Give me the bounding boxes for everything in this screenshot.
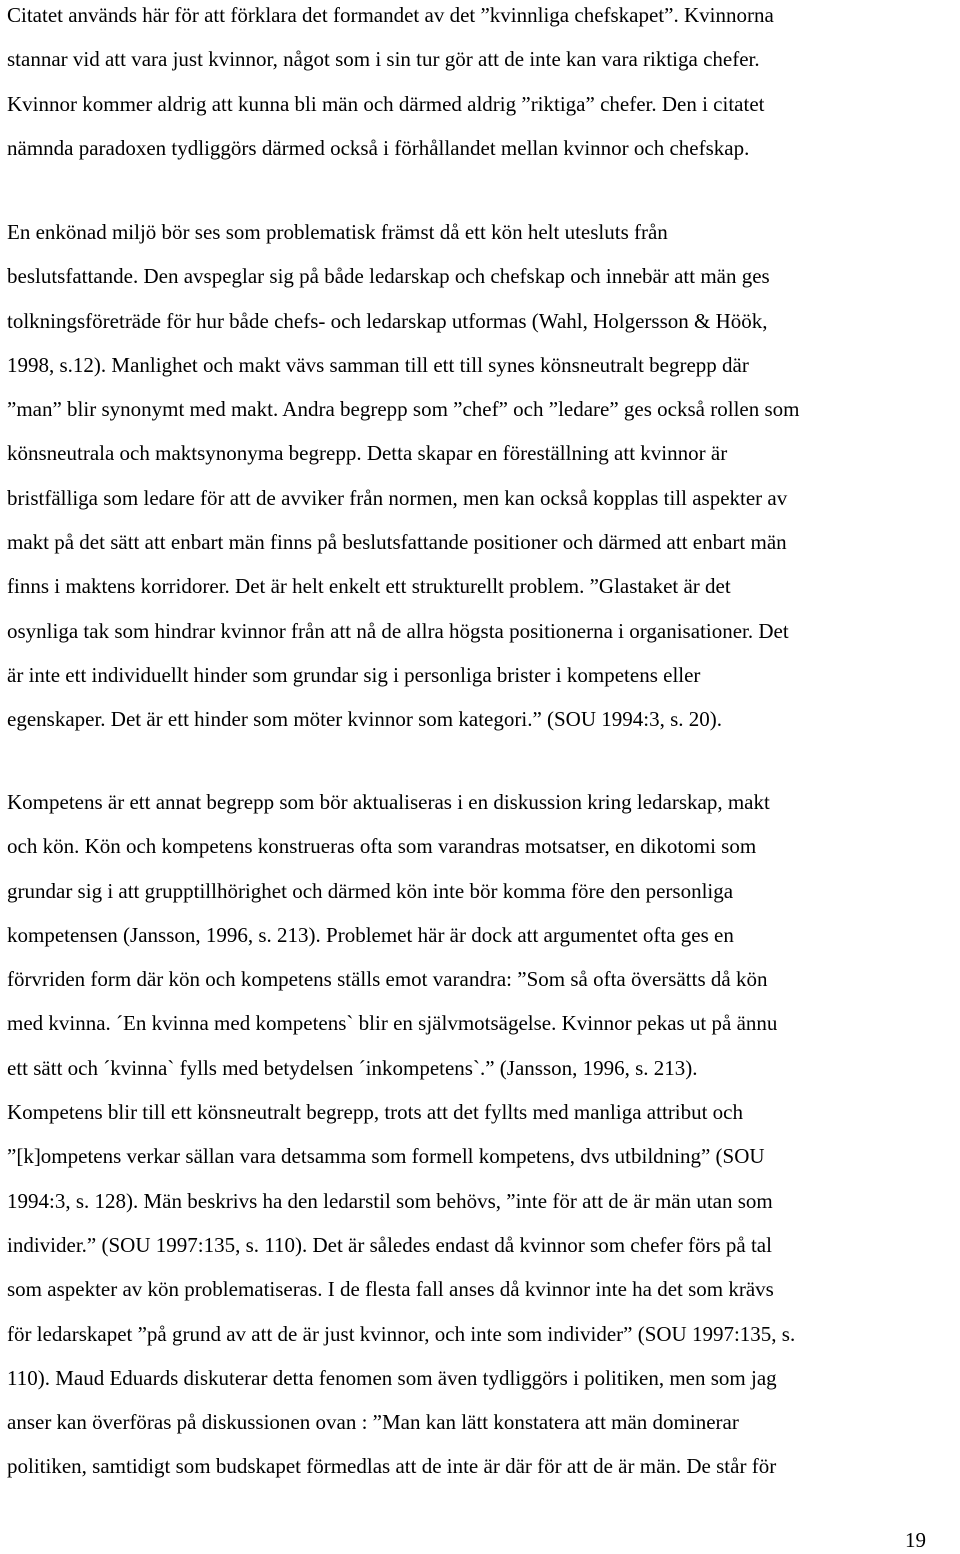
text-line: osynliga tak som hindrar kvinnor från att nå de allra högsta positionerna i organisationer. Det [7,618,789,643]
text-line: grundar sig i att grupptillhörighet och därmed kön inte bör komma före den personliga [7,878,734,903]
text-line: finns i maktens korridorer. Det är helt enkelt ett strukturellt problem. ”Glastaket är det [7,574,731,599]
text-line: ett sätt och ´kvinna` fylls med betydelsen ´inkompetens`.” (Jansson, 1996, s. 213). [7,1055,698,1080]
text-line: ”[k]ompetens verkar sällan vara detsamma som formell kompetens, dvs utbildning” (SOU [7,1144,765,1169]
text-line: för ledarskapet ”på grund av att de är just kvinnor, och inte som individer” (SOU 1997:135, s. [7,1321,796,1346]
text-line: Kompetens är ett annat begrepp som bör aktualiseras i en diskussion kring ledarskap, makt [7,790,770,814]
text-line: och kön. Kön och kompetens konstrueras ofta som varandras motsatser, en dikotomi som [7,834,757,859]
paragraph-2 [7,210,957,742]
text-line: makt på det sätt att enbart män finns på beslutsfattande positioner och därmed att enbart män [7,530,787,555]
text-line: könsneutrala och maktsynonyma begrepp. Detta skapar en föreställning att kvinnor är [7,441,728,466]
text-line: Kompetens blir till ett könsneutralt begrepp, trots att det fyllts med manliga attribut och [7,1100,744,1125]
text-line: stannar vid att vara just kvinnor, något som i sin tur gör att de inte kan vara riktiga chefer. [7,47,760,72]
text-line: som aspekter av kön problematiseras. I de flesta fall anses då kvinnor inte ha det som krävs [7,1277,774,1302]
text-line: ”man” blir synonymt med makt. Andra begrepp som ”chef” och ”ledare” ges också rollen som [7,397,800,422]
text-line: tolkningsföreträde för hur både chefs- och ledarskap utformas (Wahl, Holgersson & Höök, [7,308,768,333]
text-line: 110). Maud Eduards diskuterar detta fenomen som även tydliggörs i politiken, men som jag [7,1365,777,1390]
text-line: Kvinnor kommer aldrig att kunna bli män och därmed aldrig ”riktiga” chefer. Den i citatet [7,91,765,116]
text-line: bristfälliga som ledare för att de avviker från normen, men kan också kopplas till aspekter av [7,485,788,510]
text-line: kompetensen (Jansson, 1996, s. 213). Problemet här är dock att argumentet ofta ges en [7,922,734,947]
text-line: med kvinna. ´En kvinna med kompetens` blir en självmotsägelse. Kvinnor pekas ut på ännu [7,1011,778,1036]
paragraph-1 [7,0,957,170]
text-line: nämnda paradoxen tydliggörs därmed också i förhållandet mellan kvinnor och chefskap. [7,135,750,160]
text-line: beslutsfattande. Den avspeglar sig på både ledarskap och chefskap och innebär att män ges [7,264,770,289]
paragraph-3 [7,780,957,1489]
text-line: anser kan överföras på diskussionen ovan : ”Man kan lätt konstatera att män dominerar [7,1410,739,1435]
text-line: individer.” (SOU 1997:135, s. 110). Det är således endast då kvinnor som chefer förs på tal [7,1232,772,1257]
text-line: politiken, samtidigt som budskapet förmedlas att de inte är där för att de är män. De står för [7,1454,777,1479]
text-line: förvriden form där kön och kompetens ställs emot varandra: ”Som så ofta översätts då kön [7,967,768,992]
text-line: Citatet används här för att förklara det formandet av det ”kvinnliga chefskapet”. Kvinnorna [7,3,774,27]
text-line: En enkönad miljö bör ses som problematisk främst då ett kön helt utesluts från [7,220,668,244]
page-number: 19 [905,1528,926,1552]
text-line: 1998, s.12). Manlighet och makt vävs samman till ett till synes könsneutralt begrepp där [7,352,749,377]
text-line: egenskaper. Det är ett hinder som möter kvinnor som kategori.” (SOU 1994:3, s. 20). [7,707,723,732]
text-line: 1994:3, s. 128). Män beskrivs ha den ledarstil som behövs, ”inte för att de är män utan som [7,1188,773,1213]
text-line: är inte ett individuellt hinder som grundar sig i personliga brister i kompetens eller [7,662,701,687]
